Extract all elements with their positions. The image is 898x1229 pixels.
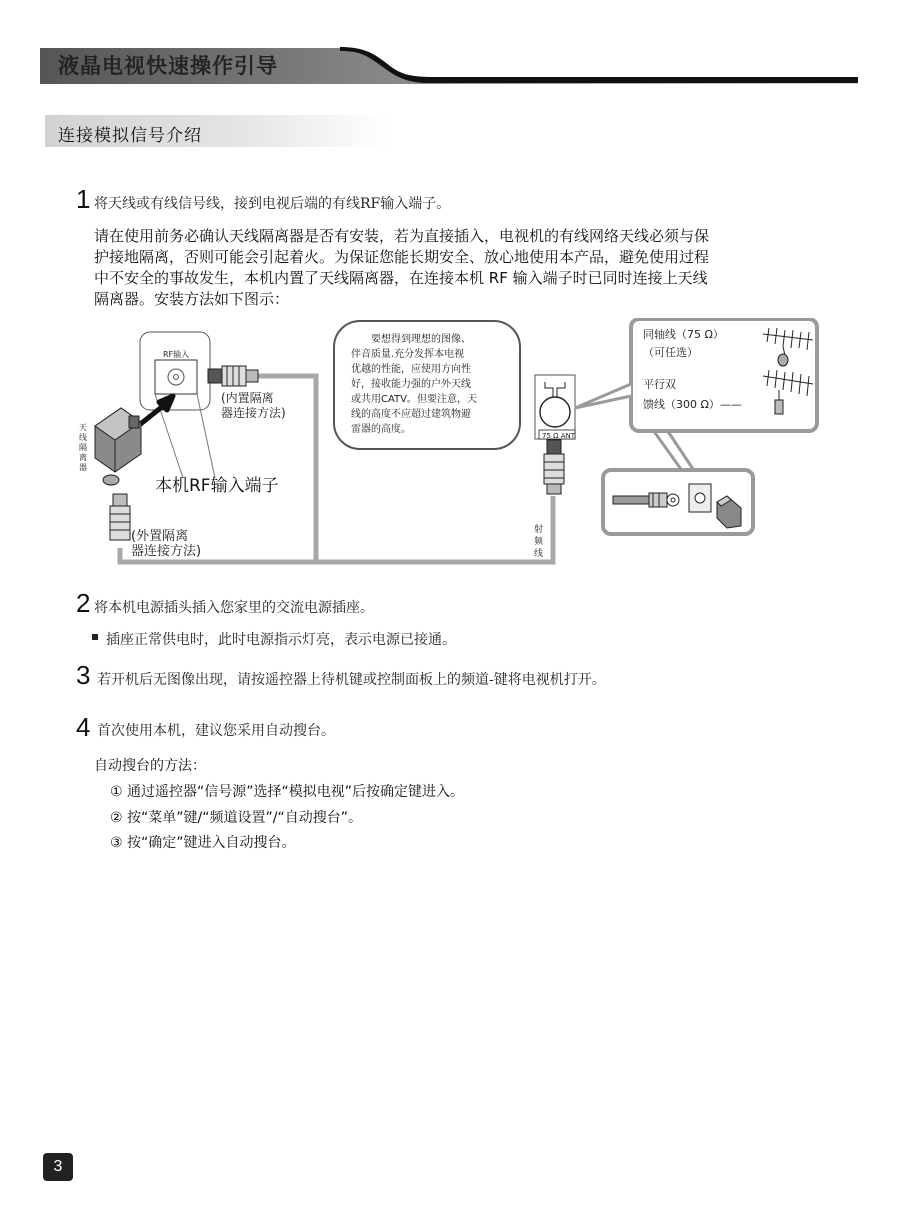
isolator-label-char: 天 bbox=[79, 423, 87, 432]
coax-label: 同轴线（75 Ω） bbox=[643, 328, 724, 341]
parallel-label: 平行双 bbox=[643, 378, 676, 391]
step-2-number: 2 bbox=[76, 588, 91, 618]
ant-connector bbox=[544, 440, 564, 494]
step-4-text: 首次使用本机，建议您采用自动搜台。 bbox=[97, 723, 335, 739]
section-title: 连接模拟信号介绍 bbox=[58, 126, 202, 146]
bullet-icon bbox=[92, 634, 98, 640]
rf-cable-label-char: 频 bbox=[534, 537, 544, 547]
internal-method-line-2: 器连接方法) bbox=[221, 406, 286, 420]
bubble-line: 优越的性能，应使用方向性 bbox=[351, 364, 471, 375]
step-1-number: 1 bbox=[76, 184, 91, 214]
auto-search-item: ② 按“菜单”键/“频道设置”/“自动搜台”。 bbox=[110, 810, 362, 826]
page-number: 3 bbox=[43, 1153, 73, 1181]
connection-diagram bbox=[75, 318, 820, 568]
paragraph-line: 请在使用前务必确认天线隔离器是否有安装，若为直接插入，电视机的有线网络天线必须与保 bbox=[94, 227, 710, 245]
rf-input-jack-center bbox=[174, 375, 179, 380]
isolator-device bbox=[95, 408, 141, 485]
internal-method-line-1: (内置隔离 bbox=[221, 391, 274, 405]
paragraph-line: 中不安全的事故发生，本机内置了天线隔离器，在连接本机 RF 输入端子时已同时连接上天线 bbox=[94, 269, 708, 287]
step-2-text: 将本机电源插头插入您家里的交流电源插座。 bbox=[94, 600, 374, 616]
step-3-text: 若开机后无图像出现，请按遥控器上待机键或控制面板上的频道-键将电视机打开。 bbox=[97, 672, 606, 688]
internal-connector bbox=[208, 366, 258, 386]
panel-link bbox=[653, 430, 695, 472]
rf-cable-label-char: 线 bbox=[534, 549, 544, 559]
rf-terminal-label: 本机RF输入端子 bbox=[155, 476, 279, 496]
step-1-text: 将天线或有线信号线，接到电视后端的有线RF输入端子。 bbox=[94, 196, 451, 212]
paragraph-line: 护接地隔离，否则可能会引起着火。为保证您能长期安全、放心地使用本产品，避免使用过程 bbox=[94, 248, 710, 266]
auto-search-item: ③ 按“确定”键进入自动搜台。 bbox=[110, 835, 296, 851]
isolator-label-char: 线 bbox=[79, 433, 87, 442]
external-method-line-1: (外置隔离 bbox=[131, 529, 189, 544]
rf-input-label: RF输入 bbox=[163, 350, 190, 359]
optional-label: （可任选） bbox=[643, 346, 698, 359]
auto-search-title: 自动搜台的方法： bbox=[94, 758, 206, 774]
auto-search-item: ① 通过遥控器“信号源”选择“模拟电视”后按确定键进入。 bbox=[110, 784, 465, 800]
isolator-label-char: 隔 bbox=[79, 443, 87, 452]
step-3-number: 3 bbox=[76, 660, 91, 690]
feeder-label: 馈线（300 Ω）—— bbox=[643, 398, 742, 411]
bubble-line: 或共用CATV。但要注意，天 bbox=[351, 394, 477, 405]
bubble-line: 雷器的高度。 bbox=[351, 424, 411, 435]
bubble-line: 伴音质量.充分发挥本电视 bbox=[351, 349, 465, 360]
rf-input-jack bbox=[168, 369, 184, 385]
step-4-number: 4 bbox=[76, 712, 91, 742]
bubble-line: 要想得到理想的图像、 bbox=[371, 334, 471, 345]
isolator-label-char: 器 bbox=[79, 463, 87, 472]
rf-input-box bbox=[155, 360, 197, 394]
warning-paragraph bbox=[94, 226, 818, 310]
paragraph-line: 隔离器。安装方法如下图示： bbox=[94, 290, 290, 308]
bullet-text: 插座正常供电时，此时电源指示灯亮，表示电源已接通。 bbox=[106, 632, 456, 648]
ant-label: 75 Ω ANT bbox=[542, 432, 576, 440]
external-connector bbox=[110, 494, 130, 540]
rf-cable-label-char: 射 bbox=[534, 525, 544, 535]
ant-socket-jack bbox=[540, 397, 570, 427]
external-method-line-2: 器连接方法) bbox=[131, 544, 202, 559]
header-title: 液晶电视快速操作引导 bbox=[58, 54, 278, 78]
isolator-label-char: 离 bbox=[79, 453, 87, 462]
bubble-line: 线的高度不应超过建筑物避 bbox=[351, 409, 471, 420]
bubble-line: 好，接收能力强的户外天线 bbox=[351, 379, 471, 390]
tv-back-panel bbox=[140, 332, 210, 410]
panel-pointer bbox=[575, 384, 631, 408]
